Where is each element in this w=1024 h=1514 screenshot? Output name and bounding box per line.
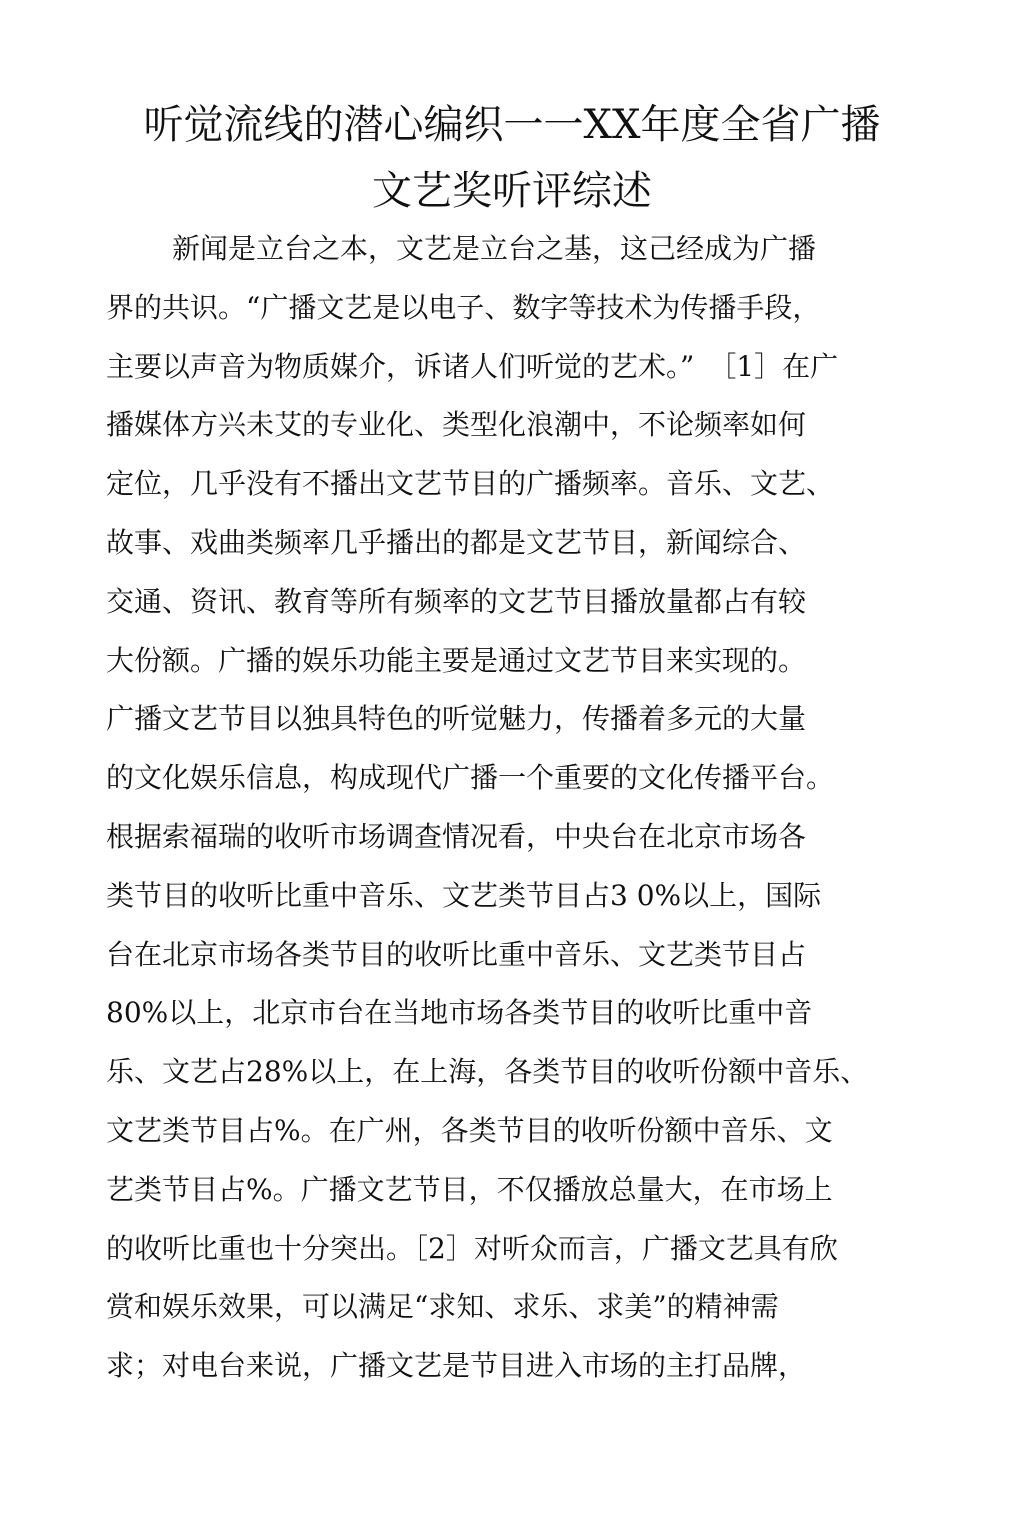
paragraph-line: 艺类节目占%。广播文艺节目，不仅播放总量大，在市场上: [106, 1172, 833, 1206]
paragraph-line: 广播文艺节目以独具特色的听觉魅力，传播着多元的大量: [106, 702, 807, 736]
paragraph-line: 播媒体方兴未艾的专业化、类型化浪潮中，不论频率如何: [106, 408, 807, 442]
paragraph-line: 交通、资讯、教育等所有频率的文艺节目播放量都占有较: [106, 584, 807, 618]
body-paragraph: [106, 220, 926, 1396]
paragraph-line: 新闻是立台之本，文艺是立台之基，这己经成为广播: [172, 232, 817, 265]
paragraph-line: 大份额。广播的娱乐功能主要是通过文艺节目来实现的。: [106, 643, 807, 677]
paragraph-line: 定位，几乎没有不播出文艺节目的广播频率。音乐、文艺、: [106, 467, 835, 501]
paragraph-line: 界的共识。“广播文艺是以电子、数字等技术为传播手段，: [106, 290, 821, 324]
document-title: [60, 92, 964, 224]
paragraph-line: 的文化娱乐信息，构成现代广播一个重要的文化传播平台。: [106, 761, 835, 795]
paragraph-line: 赏和娱乐效果，可以满足“求知、求乐、求美”的精神需: [106, 1290, 779, 1324]
paragraph-line: 求；对电台来说，广播文艺是节目进入市场的主打品牌，: [106, 1349, 807, 1383]
paragraph-line: 80%以上，北京市台在当地市场各类节目的收听比重中音: [106, 996, 813, 1030]
paragraph-line: 文艺类节目占%。在广州，各类节目的收听份额中音乐、文: [106, 1113, 833, 1147]
paragraph-line: 乐、文艺占28%以上，在上海，各类节目的收听份额中音乐、: [106, 1055, 869, 1089]
paragraph-line: 主要以声音为物质媒介，诉诸人们听觉的艺术。” ［1］在广: [106, 349, 839, 383]
paragraph-line: 台在北京市场各类节目的收听比重中音乐、文艺类节目占: [106, 937, 807, 971]
paragraph-line: 的收听比重也十分突出。［2］对听众而言，广播文艺具有欣: [106, 1231, 838, 1265]
title-line: 文艺奖听评综述: [372, 168, 652, 214]
title-line: 听觉流线的潜心编织一一XX年度全省广播: [143, 102, 881, 148]
paragraph-line: 根据索福瑞的收听市场调查情况看，中央台在北京市场各: [106, 819, 807, 853]
paragraph-line: 故事、戏曲类频率几乎播出的都是文艺节目，新闻综合、: [106, 525, 807, 559]
paragraph-line: 类节目的收听比重中音乐、文艺类节目占3 0%以上，国际: [106, 878, 822, 912]
